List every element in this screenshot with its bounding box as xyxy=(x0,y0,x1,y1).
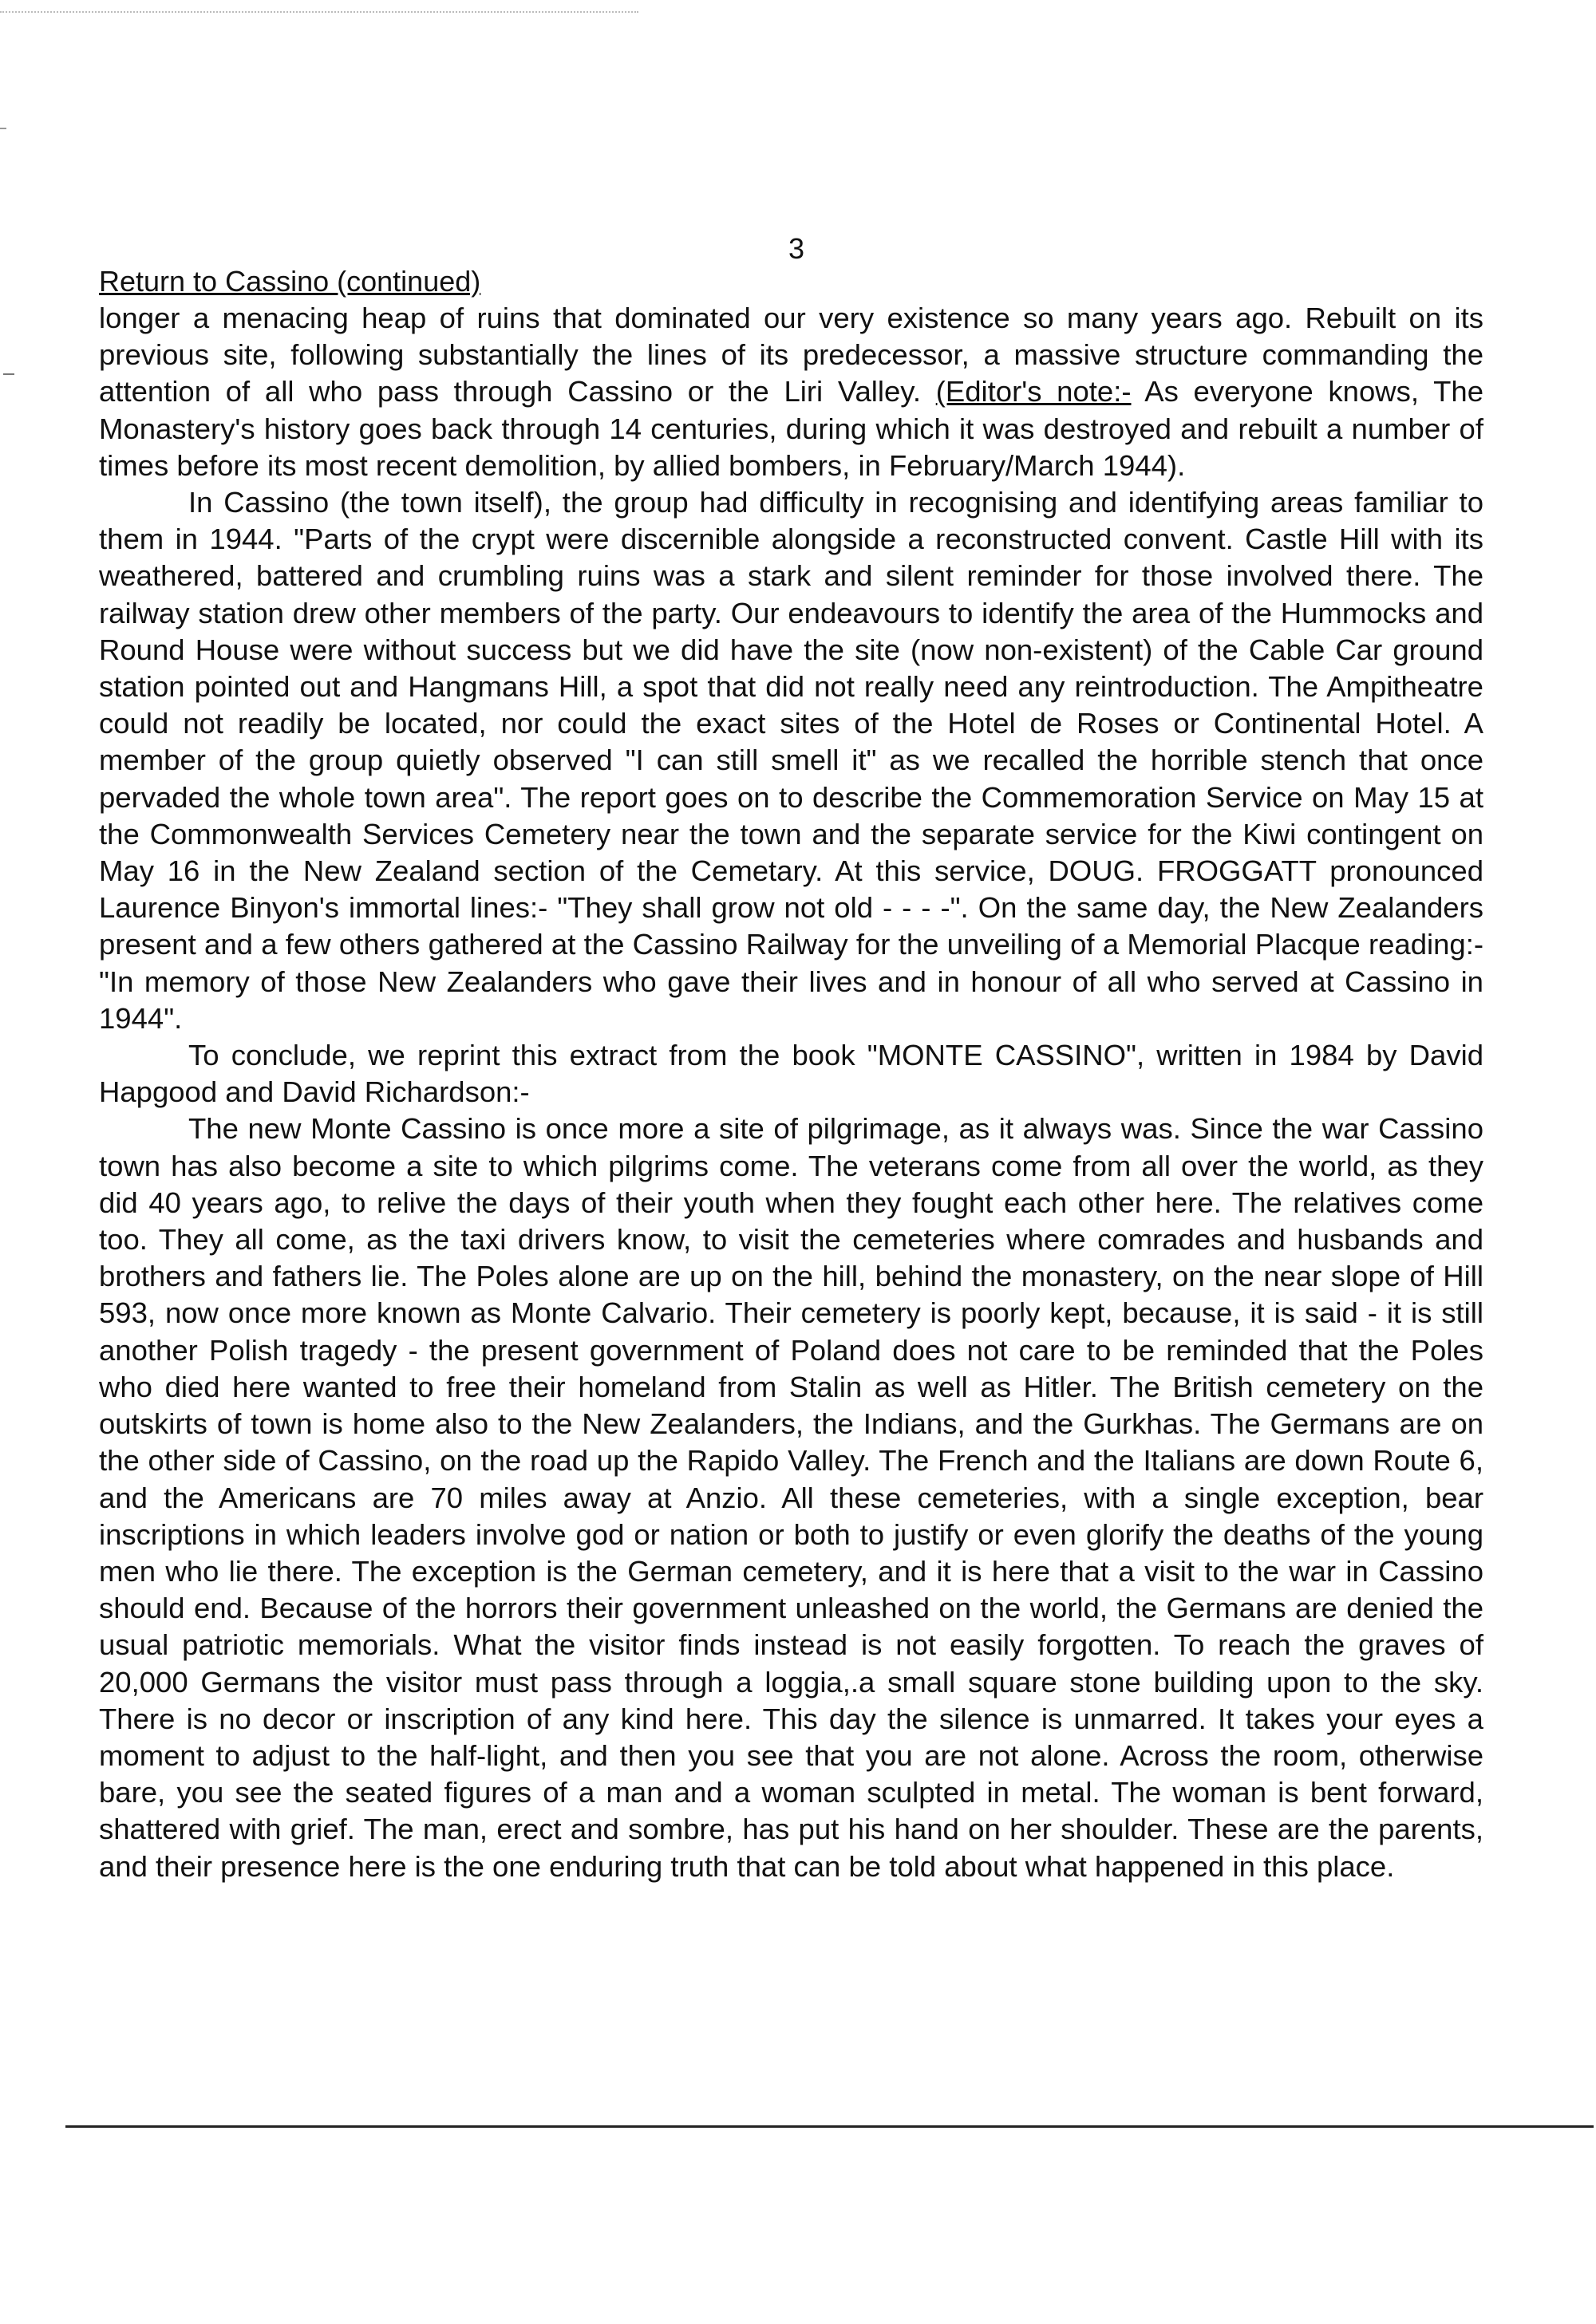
article-body xyxy=(99,263,1483,1885)
paragraph-monastery-text: longer a menacing heap of ruins that dominated our very existence so many years ago. Rebuilt on its previous site, following substantially the lines of its predecessor, a massive structure commanding the attention of all who pass through Cassino or the Liri Valley. xyxy=(99,302,1483,408)
paragraph-monastery xyxy=(99,300,1483,484)
article-heading: Return to Cassino (continued) xyxy=(99,265,481,298)
editors-note-text: As everyone knows, The Monastery's history goes back through 14 centuries, during which it was destroyed and rebuilt a number of times before its most recent demolition, by allied bombers, in February/March 1944). xyxy=(99,375,1483,482)
paragraph-conclusion-intro: To conclude, we reprint this extract from the book "MONTE CASSINO", written in 1984 by David Hapgood and David Richardson:- xyxy=(99,1039,1483,1109)
editors-note-label: (Editor's note:- xyxy=(935,375,1132,408)
page-bottom-rule xyxy=(65,2125,1594,2128)
page-number: 3 xyxy=(788,232,805,265)
margin-tick-mark xyxy=(0,128,6,129)
scan-artifact-dots xyxy=(0,11,638,14)
margin-dash-mark xyxy=(3,373,14,375)
paragraph-cassino-town: In Cassino (the town itself), the group had difficulty in recognising and identifying areas familiar to them in 1944. "Parts of the crypt were discernible alongside a reconstructed convent. Castle Hill with its weathered, battered and crumbling ruins was a stark and silent reminder for those involved there. The railway station drew other members of the party. Our endeavours to identify the area of the Hummocks and Round House were without success but we did have the site (now non-existent) of the Cable Car ground station pointed out and Hangmans Hill, a spot that did not really need any reintroduction. The Ampitheatre could not readily be located, nor could the exact sites of the Hotel de Roses or Continental Hotel. A member of the group quietly observed "I can still smell it" as we recalled the horrible stench that once pervaded the whole town area". The report goes on to describe the Commemoration Service on May 15 at the Commonwealth Services Cemetery near the town and the separate service for the Kiwi contingent on May 16 in the New Zealand section of the Cemetary. At this service, DOUG. FROGGATT pronounced Laurence Binyon's immortal lines:- "They shall grow not old - - - -". On the same day, the New Zealanders present and a few others gathered at the Cassino Railway for the unveiling of a Memorial Placque reading:- "In memory of those New Zealanders who gave their lives and in honour of all who served at Cassino in 1944". xyxy=(99,486,1483,1035)
paragraph-book-extract: The new Monte Cassino is once more a site of pilgrimage, as it always was. Since the war Cassino town has also become a site to which pilgrims come. The veterans come from all over the world, as they did 40 years ago, to relive the days of their youth when they fought each other here. The relatives come too. They all come, as the taxi drivers know, to visit the cemeteries where comrades and husbands and brothers and fathers lie. The Poles alone are up on the hill, behind the monastery, on the near slope of Hill 593, now once more known as Monte Calvario. Their cemetery is poorly kept, because, it is said - it is still another Polish tragedy - the present government of Poland does not care to be reminded that the Poles who died here wanted to free their homeland from Stalin as well as Hitler. The British cemetery on the outskirts of town is home also to the New Zealanders, the Indians, and the Gurkhas. The Germans are on the other side of Cassino, on the road up the Rapido Valley. The French and the Italians are down Route 6, and the Americans are 70 miles away at Anzio. All these cemeteries, with a single exception, bear inscriptions in which leaders involve god or nation or both to justify or even glorify the deaths of the young men who lie there. The exception is the German cemetery, and it is here that a visit to the war in Cassino should end. Because of the horrors their government unleashed on the world, the Germans are denied the usual patriotic memorials. What the visitor finds instead is not easily forgotten. To reach the graves of 20,000 Germans the visitor must pass through a loggia,.a small square stone building upon to the sky. There is no decor or inscription of any kind here. This day the silence is unmarred. It takes your eyes a moment to adjust to the half-light, and then you see that you are not alone. Across the room, otherwise bare, you see the seated figures of a man and a woman sculpted in metal. The woman is bent forward, shattered with grief. The man, erect and sombre, has put his hand on her shoulder. These are the parents, and their presence here is the one enduring truth that can be told about what happened in this place. xyxy=(99,1112,1483,1883)
